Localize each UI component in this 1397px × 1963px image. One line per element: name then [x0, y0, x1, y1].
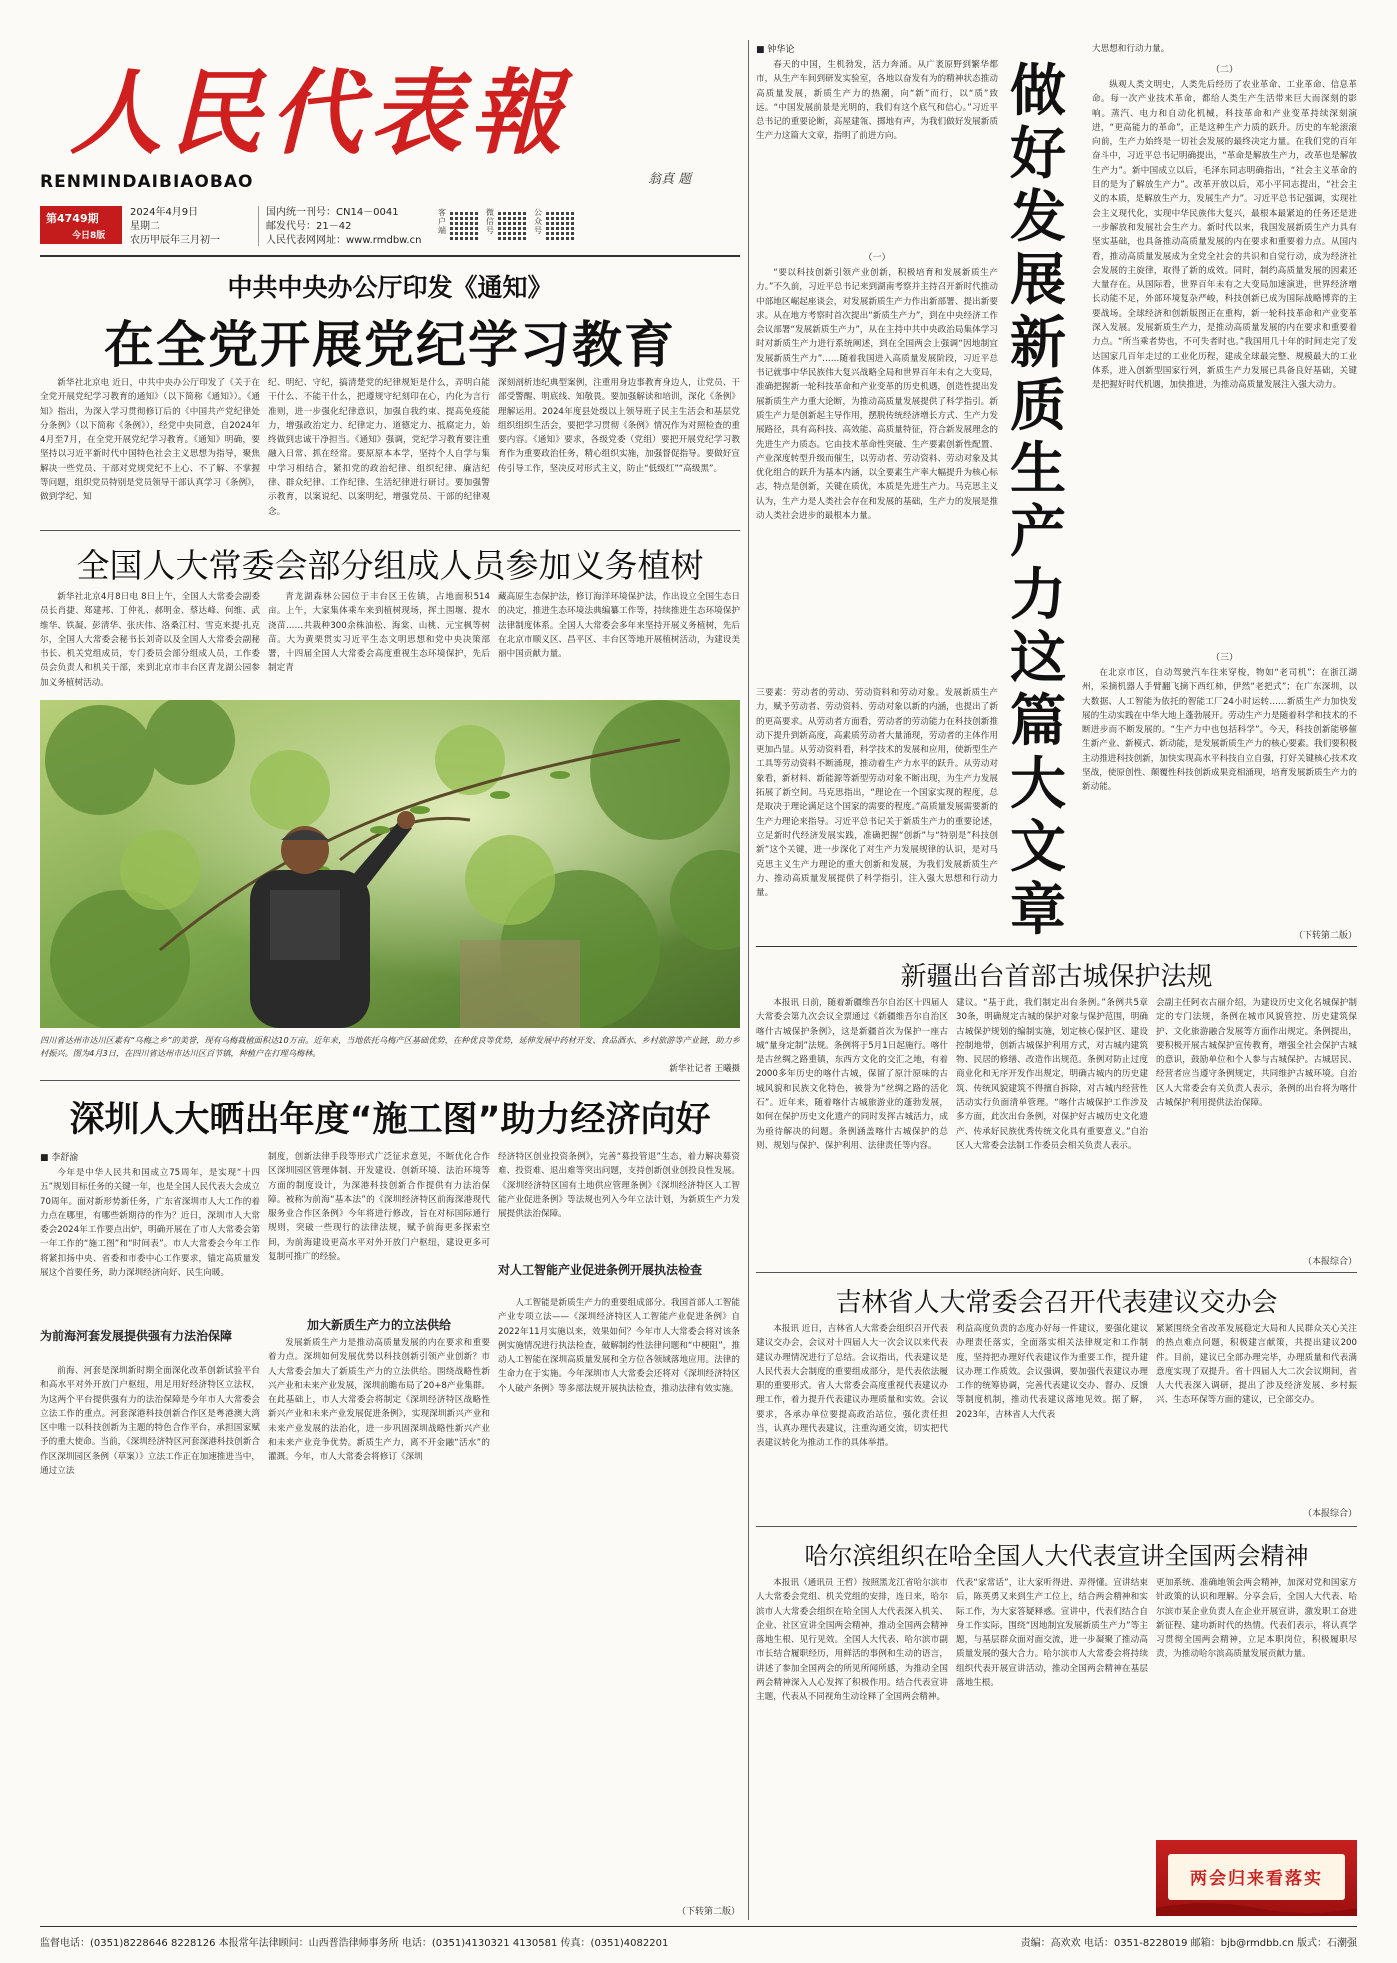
article-body-col: 建议。“基于此，我们制定出台条例。”条例共5章30条，明确规定古城的保护对象与保护范围，明确古城保护规划的编制实施，划定核心保护区、建设控制地带，创新古城保护利用方式，对古城内建筑物、民居的修缮、改造作出规范。条例对防止过度商业化和无序开发作出规定，明确古城内的历史建筑、传统风貌建筑不得擅自拆除，对古城内经营性活动实行负面清单管理。“喀什古城保护工作涉及多方面，此次出台条例，对保护好古城历史文化遗产、传承好民族优秀传统文化具有重要意义。”自治区人大常委会法制工作委员会相关负责人表示。	[956, 998, 1148, 1151]
article-headline: 全国人大常委会部分组成人员参加义务植树	[76, 546, 704, 585]
article-body-col: 前海、河套是深圳新时期全面深化改革创新试验平台和高水平对外开放门户枢纽，用足用好经济特区立法权，为这两个平台提供强有力的法治保障是今年市人大常委会立法工作的重点。河套深港科技创新合作区是粤港澳大湾区中唯一以科技创新为主题的特色合作平台，承担国家赋予的重大使命。当前，《深圳经济特区河套深港科技创新合作区深圳园区条例（草案）》立法工作正在加速推进当中，通过立法	[40, 1366, 260, 1477]
qr-label-app: 客户端	[438, 208, 446, 235]
article-body-col: 发展新质生产力是推动高质量发展的内在要求和重要着力点。深圳如何发展优势以科技创新引领产业创新？市人大常委会加大了新质生产力的立法供给。围绕战略性新兴产业和未来产业发展，深圳前瞻布局了20+8产业集群。在此基础上，市人大常委会将制定《深圳经济特区战略性新兴产业和未来产业发展促进条例》，实现深圳新兴产业和未来产业发展的法治化，进一步巩固深圳战略性新兴产业和未来产业竞争优势。新质生产力，离不开金融“活水”的灌溉。今年，市人大常委会将修订《深圳	[268, 1338, 490, 1463]
article-subhead: 加大新质生产力的立法供给	[306, 1318, 451, 1332]
issue-box	[40, 206, 122, 244]
article-body-col: 春天的中国，生机勃发，活力奔涌。从广袤原野到繁华都市，从生产车间到研发实验室，各地以奋发有为的精神状态推动高质量发展，新质生产力的热潮，向“新”而行，以“质”致远。“中国发展前景是光明的，我们有这个底气和信心。”习近平总书记的重要论断，高屋建瓴、掷地有声，为我们做好发展新质生产力这篇大文章，指明了前进方向。	[756, 60, 998, 142]
qr-label-wechat: 微信号	[486, 208, 494, 235]
cn-code: 国内统一刊号：CN14－0041	[266, 207, 399, 218]
article-body-col: 代表“家常话”，让大家听得进、弄得懂。宣讲结束后，陈英勇又来到生产工位上，结合两会精神和实际工作，为大家答疑释惑。宣讲中，代表们结合自身工作实际，围绕“因地制宜发展新质生产力”等主题，与基层群众面对面交流，进一步凝聚了推动高质量发展的强大合力。哈尔滨市人大常委会将持续组织代表开展宣讲活动，推动全国两会精神在基层落地生根。	[956, 1578, 1148, 1689]
article-headline: 新疆出台首部古城保护法规	[900, 962, 1213, 992]
masthead-signature: 翁真 题	[648, 172, 692, 187]
qr-code-icon	[498, 210, 528, 240]
article-body-col: 新华社北京电 近日，中共中央办公厅印发了《关于在全党开展党纪学习教育的通知》（以下简称《通知》）。《通知》指出，为深入学习贯彻修订后的《中国共产党纪律处分条例》（以下简称《条例》），经党中央同意，自2024年4月至7月，在全党开展党纪学习教育。《通知》明确，要坚持以习近平新时代中国特色社会主义思想为指导，聚焦解决一些党员、干部对党规党纪不上心、不了解、不掌握等问题，组织党员特别是党员领导干部认真学习《条例》，做到学纪、知	[40, 378, 260, 503]
jump-line: （下转第二版）	[676, 1907, 740, 1917]
article-body-col: “要以科技创新引领产业创新，积极培育和发展新质生产力。”不久前，习近平总书记来到湖南考察并主持召开新时代推动中部地区崛起座谈会，对发展新质生产力作出新部署、提出新要求。从在地方考察时首次提出“新质生产力”，到在中央经济工作会议部署“发展新质生产力”，从在主持中共中央政治局集体学习时对新质生产力进行系统阐述，到在全国两会上强调“因地制宜发展新质生产力”……随着我国进入高质量发展阶段，习近平总书记就事中华民族伟大复兴战略全局和世界百年未有之大变局，准确把握新一轮科技革命和产业变革的历史机遇，创造性提出发展新质生产力重大论断，为推动高质量发展提供了科学指引。新质生产力是创新起主导作用，摆脱传统经济增长方式、生产力发展路径，具有高科技、高效能、高质量特征，符合新发展理念的先进生产力质态。它由技术革命性突破、生产要素创新性配置、产业深度转型升级而催生，以劳动者、劳动资料、劳动对象及其优化组合的跃升为基本内涵，以全要素生产率大幅提升为核心标志，特点是创新，关键在质优，本质是先进生产力。马克思主义认为，生产力是人类社会存在和发展的基础，生产力的发展是推动人类社会进步的最根本力量。	[756, 268, 998, 522]
news-photo	[40, 700, 740, 1028]
article-body-col: 今年是中华人民共和国成立75周年，是实现“十四五”规划目标任务的关键一年，也是全国人民代表大会成立70周年。面对新形势新任务，广东省深圳市人大工作的着力点在哪里，有哪些新期待的作为？近日，深圳市人大常委会2024年工作要点出炉，明确开展在了市人大常委会第一年工作的“施工图”和“时间表”。市人大常委会今年工作将紧扣扬中央、省委和市委中心工作要求，锚定高质量发展这个首要任务，助力深圳经济向好、民生向暖。	[40, 1168, 260, 1279]
issue-date: 2024年4月9日	[130, 207, 199, 218]
article-body-col: 本报讯（通讯员 王哲）按照黑龙江省哈尔滨市人大常委会党组、机关党组的安排，连日来，哈尔滨市人大常委会组织在哈全国人大代表深入机关、企业、社区宣讲全国两会精神，推动全国两会精神落地生根、见行见效。全国人大代表、哈尔滨市副市长结合履职经历，用鲜活的事例和生动的语言，讲述了参加全国两会的所见所闻所感，为推动全国两会精神深入人心发挥了积极作用。结合代表宣讲主题，代表从不同视角生动诠释了全国两会精神。	[756, 1578, 948, 1703]
article-body-col: 利益高度负责的态度办好每一件建议，要强化建议办理责任落实，全面落实相关法律规定和工作制度，坚持把办理好代表建议作为重要工作，提升建议办理工作质效。会议强调，要加强代表建议办理工作的统筹协调，完善代表建议交办、督办、反馈等制度机制，推动代表建议落地见效。据了解，2023年，吉林省人大代表	[956, 1324, 1148, 1420]
article-body-col: 纵观人类文明史，人类先后经历了农业革命、工业革命、信息革命。每一次产业技术革命，都给人类生产生活带来巨大而深刻的影响。蒸汽、电力和自动化机械，科技革命和产业变革持续深刻演进，“更高能力的革命”，正是这种生产力质的跃升。历史的车轮滚滚向前，生产力始终是一切社会发展的最终决定力量。在我们党的百年奋斗中，习近平总书记明确提出，“革命是解放生产力，改革也是解放生产力”。新中国成立以后，毛泽东同志明确指出，“社会主义革命的目的是为了解放生产力”。改革开放以后，邓小平同志提出，“社会主义的本质，是解放生产力，发展生产力”。习近平总书记强调，实现社会主义现代化，实现中华民族伟大复兴，最根本最紧迫的任务还是进一步解放和发展社会生产力。新时代以来，我国发展新质生产力具有坚实基础，也具备推动高质量发展的内在要求和重要着力点。从国内看，推动高质量发展成为全党全社会的共识和自觉行动，成为经济社会发展的主旋律，取得了新的成效。同时，制约高质量发展的因素还大量存在。从国际看，世界百年未有之大变局加速演进，世界经济增长动能不足，外部环境复杂严峻，科技创新已成为国际战略博弈的主要战场。全球经济和创新版图正在重构，新一轮科技革命和产业变革深入发展。发展新质生产力，是推动高质量发展的内在要求和重要着力点。“所当乘者势也，不可失者时也。”我国用几十年的时间走完了发达国家几百年走过的工业化历程，建成全球最完整、规模最大的工业体系，进入创新型国家行列，新质生产力发展已具备良好基础，关键是把握好时代机遇，加快推进，为推动高质量发展注入强大动力。	[1092, 80, 1357, 391]
article-body-col: 大思想和行动力量。	[1092, 44, 1170, 54]
article-headline: 在全党开展党纪学习教育	[104, 316, 676, 374]
issue-pages: 今日8版	[72, 231, 106, 241]
article-byline: ■ 李舒渝	[40, 1153, 79, 1163]
source-tag: （本报综合）	[1302, 1509, 1357, 1519]
issue-number: 第4749期	[46, 212, 99, 225]
section-marker: （一）	[863, 253, 891, 263]
article-subhead: 对人工智能产业促进条例开展执法检查	[498, 1263, 703, 1277]
section-marker: （三）	[1210, 653, 1238, 663]
byline-name: 钟华论	[767, 45, 795, 55]
issue-lunar-date: 农历甲辰年三月初一	[130, 235, 220, 246]
article-headline: 吉林省人大常委会召开代表建议交办会	[835, 1288, 1278, 1318]
article-body-col: 人工智能是新质生产力的重要组成部分。我国首部人工智能产业专项立法——《深圳经济特区人工智能产业促进条例》自2022年11月实施以来，效果如何？今年市人大常委会将对该条例实施情况进行执法检查，破解制约性法律问题和“中梗阻”，推动人工智能在深圳高质量发展和全方位各领域落地应用。法律的生命力在于实施。今年深圳市人大常委会还将对《深圳经济特区个人破产条例》等多部法规开展执法检查，推动法律有效实施。	[498, 1298, 740, 1394]
section-marker: （二）	[1210, 65, 1238, 75]
date-block	[130, 206, 250, 248]
article-body-col: 经济特区创业投资条例》，完善“募投管退”生态，着力解决募资难、投资难、退出难等突出问题，支持创新创业创投良性发展。《深圳经济特区国有土地供应管理条例》《深圳经济特区人工智能产业促进条例》等法规也列入今年立法计划，为新质生产力发展提供法治保障。	[498, 1152, 740, 1220]
source-tag: （本报综合）	[1302, 1257, 1357, 1267]
campaign-banner	[1156, 1840, 1357, 1916]
footer-contacts: 监督电话：(0351)8228646 8228126 本报常年法律顾问：山西普浩律师事务所 电话：(0351)4130321 4130581 传真：(0351)4082201	[40, 1938, 669, 1949]
byline-name: 李舒渝	[51, 1153, 79, 1163]
qr-code-icon	[450, 210, 480, 240]
website: 人民代表网网址：www.rmdbw.cn	[266, 235, 422, 246]
publication-info	[266, 206, 466, 248]
article-body-col: 在北京市区，自动驾驶汽车往来穿梭，物如“老司机”；在浙江湖州，采摘机器人手臂翻飞摘下西红柿，伊然“老把式”；在广东深圳，以大数据、人工智能为依托的智能工厂24小时运转……新质生产力加快发展的生动实践在中华大地上蓬勃展开。劳动生产力是随着科学和技术的不断进步而不断发展的。“生产力中也包括科学”。今天，科技创新能够催生新产业、新模式、新动能，是发展新质生产力的核心要素。我们要积极主动推进科技创新，加快实现高水平科技自立自强，打好关键核心技术攻坚战，使原创性、颠覆性科技创新成果竞相涌现，培育发展新质生产力的新动能。	[1082, 668, 1357, 793]
jump-line: （下转第二版）	[1293, 931, 1357, 941]
orchard-photo-illustration	[40, 700, 740, 1028]
article-body-col: 深刻剖析违纪典型案例，注重用身边事教育身边人，让党员、干部受警醒、明底线、知敬畏。要加强解读和培训，深化《条例》理解运用。2024年度县处级以上领导班子民主生活会和基层党组织组织生活会，要把学习贯彻《条例》情况作为对照检查的重要内容。《通知》要求，各级党委（党组）要把开展党纪学习教育作为重要政治任务，精心组织实施，加强督促指导。要做好宣传引导工作，坚决反对形式主义，防止“低级红”“高级黑”。	[498, 378, 740, 474]
postal-code: 邮发代号：21－42	[266, 221, 352, 232]
footer	[40, 1934, 1357, 1949]
qr-code-icon	[546, 210, 576, 240]
article-kicker: 中共中央办公厅印发《通知》	[227, 273, 553, 302]
masthead-pinyin: RENMINDAIBIAOBAO	[40, 172, 254, 192]
article-body-col: 本报讯 近日，吉林省人大常委会组织召开代表建议交办会，会议对十四届人大一次会议以来代表建议办理情况进行了总结。会议指出，代表建议是人民代表大会制度的重要组成部分，是代表依法履职的重要形式。省人大常委会高度重视代表建议办理工作，着力提升代表建议办理质量和实效。会议要求，各承办单位要提高政治站位，强化责任担当，认真办理代表建议，注重沟通交流，切实把代表建议转化为推动工作的具体举措。	[756, 1324, 948, 1449]
article-body-col: 更加系统、准确地领会两会精神，加深对党和国家方针政策的认识和理解。分享会后，全国人大代表、哈尔滨市某企业负责人在企业开展宣讲，激发职工奋进新征程、建功新时代的热情。代表们表示，将认真学习贯彻全国两会精神，立足本职岗位，积极履职尽责，为推动哈尔滨高质量发展贡献力量。	[1156, 1578, 1357, 1660]
photo-caption: 四川省达州市达川区素有“乌梅之乡”的美誉，现有乌梅栽植面积达10万亩。近年来，当地依托乌梅产区基础优势，在种优良等优势，延伸发展中药材开发、食品酒水、乡村旅游等产业链，助力乡村振兴。图为4月3日，在四川省达州市达川区百节镇，种植户在打理乌梅林。	[40, 1035, 740, 1058]
article-body-col: 新华社北京4月8日电 8日上午，全国人大常委会副委员长肖捷、郑建邦、丁仲礼、郝明金、蔡达峰、何维、武维华、铁凝、彭清华、张庆伟、洛桑江村、雪克来提·扎克尔，全国人大常委会秘书长刘奇以及全国人大常委会副秘书长、机关党组成员，专门委员会部分组成人员，工作委员会负责人和机关干部，来到北京市丰台区青龙湖公园参加义务植树活动。	[40, 592, 260, 688]
vertical-headline: 做好发展新质生产力这篇大文章	[1010, 59, 1066, 943]
banner-text: 两会归来看落实	[1190, 1869, 1323, 1889]
article-body-col: 纪、明纪、守纪，搞清楚党的纪律规矩是什么，弄明白能干什么、不能干什么，把遵规守纪刻印在心，内化为言行准则，进一步强化纪律意识，加强自我约束、提高免疫能力，增强政治定力、纪律定力、道德定力、抵腐定力，始终做到忠诚干净担当。《通知》强调，党纪学习教育要注重融入日常、抓在经常。要原原本本学，坚持个人自学与集中学习相结合，紧扣党的政治纪律、组织纪律、廉洁纪律、群众纪律、工作纪律、生活纪律进行研讨。要加强警示教育，以案说纪、以案明纪，增强党员、干部的纪律观念。	[268, 378, 490, 517]
article-headline: 哈尔滨组织在哈全国人大代表宣讲全国两会精神	[804, 1542, 1309, 1570]
qr-label-public: 公众号	[534, 208, 542, 235]
article-body-col: 紧紧围绕全省改革发展稳定大局和人民群众关心关注的热点难点问题，积极建言献策，共提出建议200件。目前，建议已全部办理完毕，办理质量和代表满意度实现了双提升。省十四届人大二次会议期间，省人大代表深入调研，提出了涉及经济发展、乡村振兴、生态环保等方面的建议，已全部交办。	[1156, 1324, 1357, 1406]
article-body-col: 青龙湖森林公园位于丰台区王佐镇，占地面积514亩。上午，大家集体乘车来到植树现场，挥土围堰、提水浇苗……共栽种300余株油松、海棠、山桃、元宝枫等树苗。大为黄栗贯实习近平生态文明思想和党中央决策部署，十四届全国人大常委会高度重视生态环境保护，先后制定青	[268, 592, 490, 674]
article-body-col: 会副主任阿衣古丽介绍，为建设历史文化名城保护制定的专门法规，条例在城市风貌管控、历史建筑保护、文化旅游融合发展等方面作出规定。条例提出，要积极开展古城保护宣传教育，增强全社会保护古城的意识，鼓励单位和个人参与古城保护。古城居民、经营者应当遵守条例规定，共同维护古城环境。自治区人大常委会有关负责人表示，条例的出台将为喀什古城保护利用提供法治保障。	[1156, 998, 1357, 1109]
banner-wave-decoration	[1156, 1898, 1357, 1916]
article-byline: ■ 钟华论	[756, 45, 795, 55]
article-body-col: 藏高原生态保护法，修订海洋环境保护法，作出设立全国生态日的决定，推进生态环境法典编纂工作等，持续推进生态环境保护法律制度体系。全国人大常委会多年来坚持开展义务植树，先后在北京市顺义区、昌平区、丰台区等地开展植树活动，为建设美丽中国贡献力量。	[498, 592, 740, 660]
article-body-col: 三要素：劳动者的劳动、劳动资料和劳动对象。发展新质生产力，赋予劳动者、劳动资料、劳动对象以新的内涵，也提出了新的更高要求。从劳动者方面看，劳动者的劳动能力在科技创新推动下提升到新高度，高素质劳动者大量涌现，劳动者的主体作用更加凸显。从劳动资料看，科学技术的发展和应用，使新型生产工具等劳动资料不断涌现，推动着生产力水平的跃升。从劳动对象看，新材料、新能源等新型劳动对象不断出现，为生产力发展拓展了新空间。马克思指出，“理论在一个国家实现的程度，总是取决于理论满足这个国家的需要的程度。”高质量发展需要新的生产力理论来指导。习近平总书记关于新质生产力的重要论述，立足新时代经济发展实践，准确把握“创新”与“特别是”科技创新”这个关键，进一步深化了对生产力发展规律的认识，是对马克思主义生产力理论的重大创新和发展，为我们发展新质生产力、推动高质量发展提供了科学指引，注入强大思想和行动力量。	[756, 688, 998, 899]
masthead-logo: 人民代表報	[70, 59, 571, 167]
article-body-col: 制度，创新法律手段等形式广泛征求意见，不断优化合作区深圳园区管理体制、开发建设、创新环境、法治环境等方面的制度设计，为深港科技创新合作提供有力法治保障。被称为前海“基本法”的《深圳经济特区前海深港现代服务业合作区条例》今年将进行修改，旨在对标国际通行规则，突破一些现行的法律法规，赋予前海更多探索空间，为前海建设更高水平对外开放门户枢纽，建设更多可复制可推广的经验。	[268, 1152, 490, 1263]
footer-editor: 责编：高欢欢 电话：0351-8228019 邮箱：bjb@rmdbb.cn 版式：石潮强	[1020, 1938, 1357, 1949]
article-subhead: 为前海河套发展提供强有力法治保障	[40, 1329, 233, 1343]
article-body-col: 本报讯 日前，随着新疆维吾尔自治区十四届人大常委会第九次会议全票通过《新疆维吾尔自治区喀什古城保护条例》，这是新疆首次为保护一座古城“量身定制”法规。条例将于5月1日起施行。喀什是古丝绸之路重镇，东西方文化的交汇之地，有着2000多年历史的喀什古城，保留了原汁原味的古城风貌和民族文化特色，被誉为“丝绸之路的活化石”。近年来，随着喀什古城旅游业的蓬勃发展，如何在保护历史文化遗产的同时发挥古城活力，成为亟待解决的问题。条例涵盖喀什古城保护的总则、规划与保护、保护利用、法律责任等内容。	[756, 998, 948, 1151]
issue-weekday: 星期二	[130, 221, 160, 232]
article-headline: 深圳人大晒出年度“施工图”助力经济向好	[69, 1100, 711, 1140]
photo-credit: 新华社记者 王曦摄	[669, 1064, 740, 1074]
